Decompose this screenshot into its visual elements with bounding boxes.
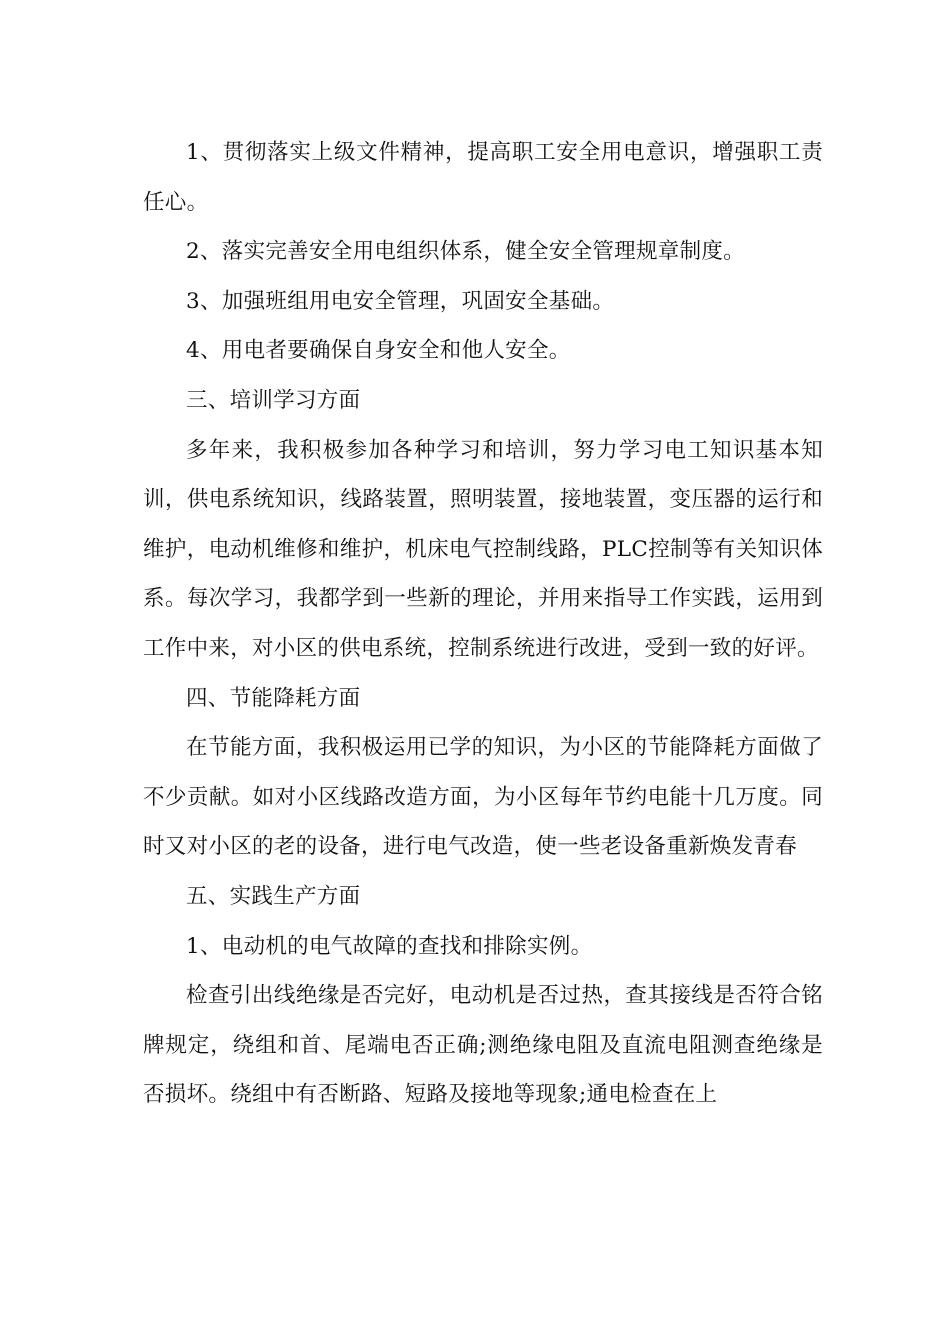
paragraph-training: 多年来，我积极参加各种学习和培训，努力学习电工知识基本知训，供电系统知识，线路装置，照明装置，接地装置，变压器的运行和维护，电动机维修和维护，机床电气控制线路，PLC控制等有关知识体系。每次学习，我都学到一些新的理论，并用来指导工作实践，运用到工作中来，对小区的供电系统，控制系统进行改进，受到一致的好评。 — [143, 437, 823, 661]
section-heading-energy-saving: 四、节能降耗方面 — [186, 685, 361, 711]
paragraph-practice-item-1: 1、电动机的电气故障的查找和排除实例。 — [186, 933, 593, 959]
section-heading-practice: 五、实践生产方面 — [186, 883, 361, 909]
paragraph-motor-inspection: 检查引出线绝缘是否完好，电动机是否过热，查其接线是否符合铭牌规定，绕组和首、尾端电否正确;测绝缘电阻及直流电阻测查绝缘是否损坏。绕组中有否断路、短路及接地等现象;通电检查在上 — [143, 983, 823, 1108]
paragraph-safety-item-1: 1、贯彻落实上级文件精神，提高职工安全用电意识，增强职工责任心。 — [143, 140, 823, 215]
paragraph-safety-item-2: 2、落实完善安全用电组织体系，健全安全管理规章制度。 — [186, 239, 745, 265]
paragraph-energy-saving: 在节能方面，我积极运用已学的知识，为小区的节能降耗方面做了不少贡献。如对小区线路改造方面，为小区每年节约电能十几万度。同时又对小区的老的设备，进行电气改造，使一些老设备重新焕发青春 — [143, 735, 823, 860]
document-body — [143, 128, 823, 1120]
section-heading-training: 三、培训学习方面 — [186, 387, 361, 413]
paragraph-safety-item-3: 3、加强班组用电安全管理，巩固安全基础。 — [186, 288, 615, 314]
paragraph-safety-item-4: 4、用电者要确保自身安全和他人安全。 — [186, 338, 571, 364]
